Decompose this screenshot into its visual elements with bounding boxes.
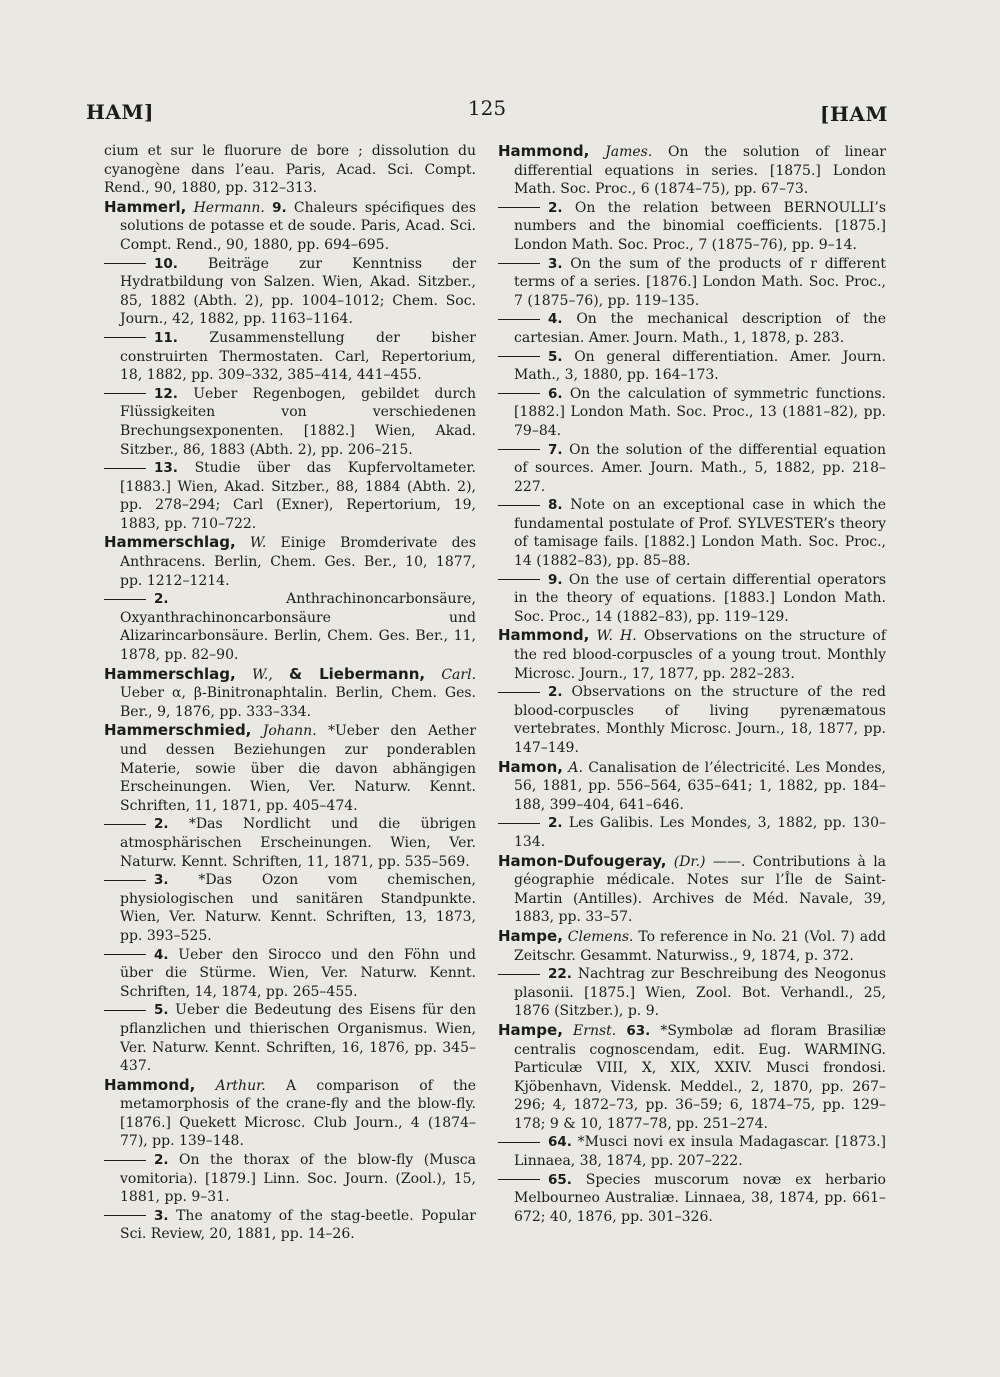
catalogue-entry xyxy=(104,590,476,664)
catalogue-entry xyxy=(498,310,886,347)
entry-text: Note on an exceptional case in which the fundamental postulate of Prof. SYLVESTER’s theory of tamisage fails. [1882.] London Math. Soc. Proc., 14 (1882–83), pp. 85–88. xyxy=(514,497,887,570)
author-name: Hammerschlag, xyxy=(104,664,236,683)
author-name: Hammond, xyxy=(104,1075,196,1094)
entry-number: 6. xyxy=(548,385,563,402)
entry-text: On the use of certain differential operators in the theory of equations. [1883.] London Math. Soc. Proc., 14 (1882–83), pp. 119–129. xyxy=(514,571,887,625)
entry-text: On general differentiation. Amer. Journ. Math., 3, 1880, pp. 164–173. xyxy=(514,348,887,384)
entry-number: 2. xyxy=(154,1152,169,1169)
entry-text: *Das Nordlicht und die übrigen atmosphärischen Erscheinungen. Wien, Ver. Naturw. Kennt. Schriften, 11, 1871, pp. 535–569. xyxy=(120,816,477,870)
entry-number: 64. xyxy=(548,1134,572,1151)
author-name: Hammond, xyxy=(498,142,590,160)
catalogue-entry xyxy=(104,721,476,815)
catalogue-entry xyxy=(104,533,476,590)
author-name: Hammerl, xyxy=(104,197,187,216)
entry-text: Species muscorum novæ ex herbario Melbourneo Australiæ. Linnaea, 38, 1874, pp. 661–672; 40, 1876, pp. 301–326. xyxy=(514,1171,886,1225)
author-name: Hammerschlag, xyxy=(104,533,236,552)
entry-text: Observations on the structure of the red blood-corpuscles of living pyrenæmatous vertebrates. Monthly Microsc. Journ., 18, 1877, pp. 147–149. xyxy=(514,684,887,756)
entry-text: Ueber Regenbogen, gebildet durch Flüssigkeiten von verschiedenen Brechungsexponenten. [1882.] Wien, Akad. Sitzber., 86, 1883 (Abth. 2), pp. 206–215. xyxy=(120,385,476,458)
entry-text: *Symbolæ ad floram Brasiliæ centralis cognoscendam, edit. Eug. WARMING. Particulæ VIII, X, XIX, XXIV. Musci frondosi. Kjöbenhavn, Vidensk. Meddel., 2, 1870, pp. 267–296; 4, 1872–73, pp. 36–59; 6, 1874–75, pp. 129–178; 9 & 10, 1877–78, pp. 251–274. xyxy=(514,1022,886,1132)
header-left: HAM] xyxy=(86,100,155,124)
entry-number: 2. xyxy=(154,816,169,833)
entry-number: 2. xyxy=(548,684,563,701)
entry-number: 3. xyxy=(154,872,169,889)
author-given-name: W., xyxy=(251,666,273,683)
entry-text: ——. Contributions à la géographie médicale. Notes sur l’Île de Saint-Martin (Antilles). Archives de Méd. Navale, 39, 1883, pp. 33–57. xyxy=(514,853,887,926)
catalogue-entry xyxy=(104,459,476,533)
entry-text: Zusammenstellung der bisher construirten Thermostaten. Carl, Repertorium, 18, 1882, pp. 309–332, 385–414, 441–455. xyxy=(120,329,476,384)
entry-number: 7. xyxy=(548,441,563,458)
catalogue-entry xyxy=(104,385,476,459)
catalogue-entry xyxy=(104,1076,476,1151)
ditto-dash xyxy=(498,1142,540,1143)
ditto-dash xyxy=(104,337,146,338)
entry-number: 22. xyxy=(548,966,572,983)
entry-text: *Das Ozon vom chemischen, physiologischen und sanitären Standpunkte. Wien, Ver. Naturw. Kennt. Schriften, 13, 1873, pp. 393–525. xyxy=(120,872,476,944)
entry-number: 3. xyxy=(548,255,563,272)
header-right: [HAM xyxy=(819,102,888,126)
author-name: Hammerschmied, xyxy=(104,721,252,740)
author-given-name: James. xyxy=(605,144,653,160)
catalogue-entry xyxy=(498,965,886,1021)
author-name: Hampe, xyxy=(498,926,563,945)
entry-number: 11. xyxy=(154,329,178,346)
catalogue-entry xyxy=(104,665,476,722)
ditto-dash xyxy=(498,505,540,506)
entry-text: Ueber α, β-Binitronaphtalin. Berlin, Chem. Ges. Ber., 9, 1876, pp. 333–334. xyxy=(120,685,476,720)
catalogue-entry xyxy=(104,198,476,255)
catalogue-entry xyxy=(498,348,886,385)
catalogue-entry xyxy=(498,758,886,815)
ditto-dash xyxy=(104,880,146,881)
catalogue-entry xyxy=(104,1001,476,1075)
catalogue-entry xyxy=(498,626,886,683)
entry-number: 12. xyxy=(154,385,178,402)
author-given-name: W. H. xyxy=(596,628,637,645)
entry-text: Nachtrag zur Beschreibung des Neogonus plasonii. [1875.] Wien, Zool. Bot. Verhandl., 25, 1876 (Sitzber.), p. 9. xyxy=(514,966,887,1020)
entry-text: Observations on the structure of the red blood-corpuscles of a young trout. Monthly Microsc. Journ., 17, 1877, pp. 282–283. xyxy=(514,628,887,682)
running-header xyxy=(86,96,888,130)
entry-number: 65. xyxy=(548,1171,572,1188)
entry-number: 63. xyxy=(626,1022,651,1039)
catalogue-entry xyxy=(498,496,886,570)
author-given-name: Johann. xyxy=(262,723,317,740)
author-name: Hamon, xyxy=(498,757,563,776)
author-given-name: Hermann. xyxy=(193,199,265,216)
catalogue-entry xyxy=(104,1207,476,1244)
entry-text: A comparison of the metamorphosis of the crane-fly and the blow-fly. [1876.] Quekett Microsc. Club Journ., 4 (1874–77), pp. 139–148. xyxy=(120,1077,477,1150)
ditto-dash xyxy=(498,393,540,394)
ditto-dash xyxy=(498,207,540,208)
ditto-dash xyxy=(498,356,540,357)
page-number: 125 xyxy=(467,96,507,120)
catalogue-entry xyxy=(498,683,886,757)
entry-number: 5. xyxy=(154,1002,169,1019)
author-given-name: W. xyxy=(249,535,267,552)
entry-text: cium et sur le fluorure de bore ; dissolution du cyanogène dans l’eau. Paris, Acad. Sci. Compt. Rend., 90, 1880, pp. 312–313. xyxy=(104,143,476,197)
author-given-name: Carl. xyxy=(441,666,477,683)
catalogue-entry xyxy=(498,1133,886,1170)
ditto-dash xyxy=(498,579,540,580)
catalogue-entry xyxy=(498,1021,886,1134)
entry-text: On the relation between BERNOULLI’s numbers and the binomial coefficients. [1875.] London Math. Soc. Proc., 7 (1875–76), pp. 9–14. xyxy=(514,199,886,253)
catalogue-entry xyxy=(498,142,886,199)
entry-text: To reference in No. 21 (Vol. 7) add Zeitschr. Gesammt. Naturwiss., 9, 1874, p. 372. xyxy=(514,928,887,964)
left-column xyxy=(104,142,476,1244)
entry-text: On the sum of the products of r different terms of a series. [1876.] London Math. Soc. Proc., 7 (1875–76), pp. 119–135. xyxy=(514,255,886,309)
ditto-dash xyxy=(498,319,540,320)
entry-text: *Musci novi ex insula Madagascar. [1873.] Linnaea, 38, 1874, pp. 207–222. xyxy=(514,1134,886,1170)
ditto-dash xyxy=(104,1010,146,1011)
author-given-name: (Dr.) xyxy=(673,853,706,870)
author-name: & Liebermann, xyxy=(289,664,426,683)
entry-text: The anatomy of the stag-beetle. Popular Sci. Review, 20, 1881, pp. 14–26. xyxy=(120,1207,477,1243)
catalogue-entry xyxy=(104,871,476,945)
author-given-name: Arthur. xyxy=(215,1077,266,1094)
ditto-dash xyxy=(498,263,540,264)
ditto-dash xyxy=(498,823,540,824)
ditto-dash xyxy=(104,599,146,600)
entry-text: Beiträge zur Kenntniss der Hydratbildung von Salzen. Wien, Akad. Sitzber., 85, 1882 (Abth. 2), pp. 1004–1012; Chem. Soc. Journ., 42, 1882, pp. 1163–1164. xyxy=(120,255,477,328)
catalogue-entry xyxy=(498,927,886,965)
entry-text: Anthrachinoncarbonsäure, Oxyanthrachinoncarbonsäure und Alizarincarbonsäure. Berlin, Chem. Ges. Ber., 11, 1878, pp. 82–90. xyxy=(120,591,476,664)
entry-text: Chaleurs spécifiques des solutions de potasse et de soude. Paris, Acad. Sci. Compt. Rend., 90, 1880, pp. 694–695. xyxy=(120,199,477,253)
catalogue-entry xyxy=(498,852,886,927)
ditto-dash xyxy=(104,824,146,825)
entry-number: 2. xyxy=(548,815,563,832)
entry-number: 2. xyxy=(154,591,169,608)
ditto-dash xyxy=(104,263,146,264)
catalogue-entry xyxy=(498,385,886,441)
ditto-dash xyxy=(104,468,146,469)
catalogue-entry xyxy=(104,946,476,1002)
author-given-name: Ernst. xyxy=(573,1022,617,1039)
right-column xyxy=(498,142,886,1226)
entry-text: On the solution of the differential equation of sources. Amer. Journ. Math., 5, 1882, pp. 218–227. xyxy=(514,441,886,495)
entry-number: 8. xyxy=(548,497,563,514)
entry-number: 13. xyxy=(154,460,178,477)
catalogue-entry xyxy=(498,199,886,255)
ditto-dash xyxy=(498,1179,540,1180)
entry-text: Einige Bromderivate des Anthracens. Berlin, Chem. Ges. Ber., 10, 1877, pp. 1212–1214. xyxy=(120,535,476,589)
entry-number: 4. xyxy=(154,946,169,963)
ditto-dash xyxy=(104,954,146,955)
entry-number: 9. xyxy=(272,199,287,216)
entry-text: On the thorax of the blow-fly (Musca vomitoria). [1879.] Linn. Soc. Journ. (Zool.), 15, 1881, pp. 9–31. xyxy=(120,1152,476,1206)
entry-text: On the calculation of symmetric functions. [1882.] London Math. Soc. Proc., 13 (1881–82), pp. 79–84. xyxy=(514,385,887,439)
entry-number: 4. xyxy=(548,311,563,328)
ditto-dash xyxy=(498,974,540,975)
entry-number: 3. xyxy=(154,1207,169,1224)
author-given-name: Clemens. xyxy=(567,928,634,945)
ditto-dash xyxy=(104,1215,146,1216)
ditto-dash xyxy=(104,393,146,394)
catalogue-entry xyxy=(498,814,886,851)
entry-number: 9. xyxy=(548,571,563,588)
entry-number: 5. xyxy=(548,348,563,365)
catalogue-entry xyxy=(498,441,886,497)
entry-text: *Ueber den Aether und dessen Beziehungen zur ponderablen Materie, sowie über die davon abhängigen Erscheinungen. Wien, Ver. Naturw. Kennt. Schriften, 11, 1871, pp. 405–474. xyxy=(120,723,477,814)
catalogue-entry xyxy=(104,142,476,198)
ditto-dash xyxy=(498,449,540,450)
author-name: Hammond, xyxy=(498,626,590,645)
ditto-dash xyxy=(104,1160,146,1161)
catalogue-entry xyxy=(104,329,476,385)
entry-text: Ueber die Bedeutung des Eisens für den pflanzlichen und thierischen Organismus. Wien, Ver. Naturw. Kennt. Schriften, 16, 1876, pp. 345–437. xyxy=(120,1002,476,1075)
ditto-dash xyxy=(498,692,540,693)
catalogue-entry xyxy=(104,815,476,871)
catalogue-entry xyxy=(498,255,886,311)
entry-text: On the solution of linear differential equations in series. [1875.] London Math. Soc. Proc., 6 (1874–75), pp. 67–73. xyxy=(514,144,886,198)
entry-text: Ueber den Sirocco und den Föhn und über die Stürme. Wien, Ver. Naturw. Kennt. Schriften, 14, 1874, pp. 265–455. xyxy=(120,946,477,1000)
catalogue-entry xyxy=(498,1171,886,1227)
entry-number: 10. xyxy=(154,255,178,272)
entry-text: On the mechanical description of the cartesian. Amer. Journ. Math., 1, 1878, p. 283. xyxy=(514,311,887,346)
catalogue-entry xyxy=(104,255,476,329)
author-name: Hampe, xyxy=(498,1020,563,1039)
entry-text: Studie über das Kupfervoltameter. [1883.] Wien, Akad. Sitzber., 88, 1884 (Abth. 2), pp. 278–294; Carl (Exner), Repertorium, 19, 1883, pp. 710–722. xyxy=(120,460,477,532)
entry-text: Canalisation de l’électricité. Les Mondes, 56, 1881, pp. 556–564, 635–641; 1, 1882, pp. 184–188, 399–404, 641–646. xyxy=(514,759,887,813)
entry-text: Les Galibis. Les Mondes, 3, 1882, pp. 130–134. xyxy=(514,815,886,850)
entry-number: 2. xyxy=(548,199,563,216)
catalogue-entry xyxy=(104,1151,476,1207)
author-given-name: A. xyxy=(568,759,583,776)
author-name: Hamon-Dufougeray, xyxy=(498,851,667,870)
catalogue-entry xyxy=(498,571,886,627)
